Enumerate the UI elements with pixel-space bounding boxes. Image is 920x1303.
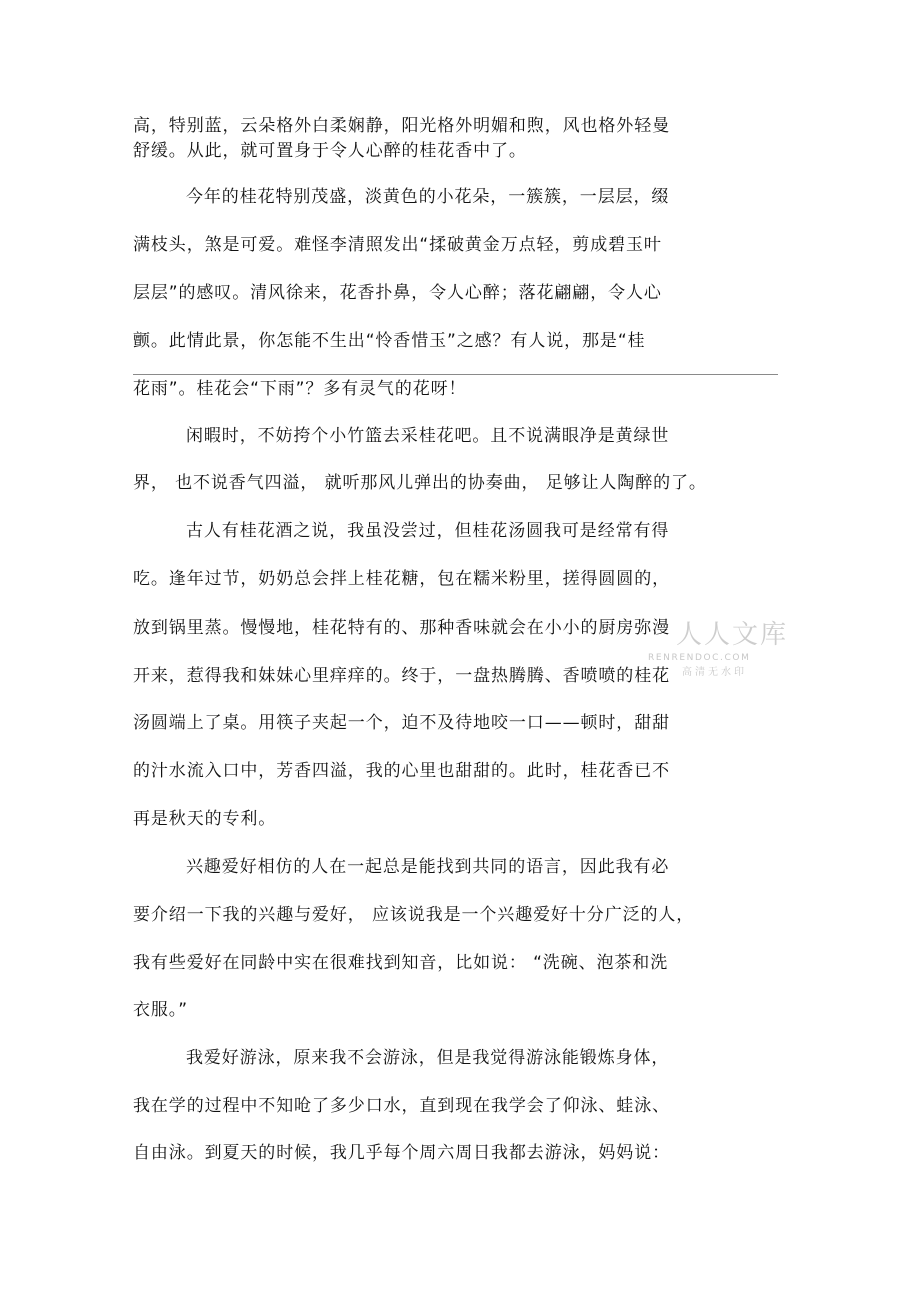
- text-line: 衣服。”: [133, 1000, 188, 1020]
- paragraph-first-line: 今年的桂花特别茂盛，淡黄色的小花朵，一簇簇，一层层，缀: [186, 187, 670, 207]
- text-line: 层层”的感叹。清风徐来，花香扑鼻，令人心醉；落花翩翩，令人心: [133, 283, 662, 303]
- text-line: 花雨”。桂花会“下雨”？多有灵气的花呀！: [133, 379, 467, 399]
- text-line: 要介绍一下我的兴趣与爱好， 应该说我是一个兴趣爱好十分广泛的人，: [133, 905, 695, 925]
- paragraph-first-line: 古人有桂花酒之说，我虽没尝过，但桂花汤圆我可是经常有得: [186, 521, 670, 541]
- text-line: 的汁水流入口中，芳香四溢，我的心里也甜甜的。此时，桂花香已不: [133, 761, 670, 781]
- text-line: 高，特别蓝，云朵格外白柔娴静，阳光格外明媚和煦，风也格外轻曼: [133, 116, 670, 136]
- paragraph-first-line: 兴趣爱好相仿的人在一起总是能找到共同的语言，因此我有必: [186, 857, 670, 877]
- text-line: 我在学的过程中不知呛了多少口水，直到现在我学会了仰泳、蛙泳、: [133, 1096, 670, 1116]
- watermark-url: RENRENDOC.COM: [648, 653, 751, 663]
- text-line: 我有些爱好在同龄中实在很难找到知音，比如说： “洗碗、泡茶和洗: [133, 953, 669, 973]
- text-line: 放到锅里蒸。慢慢地，桂花特有的、那种香味就会在小小的厨房弥漫: [133, 618, 670, 638]
- text-line: 再是秋天的专利。: [133, 809, 277, 829]
- paragraph-first-line: 我爱好游泳，原来我不会游泳，但是我觉得游泳能锻炼身体，: [186, 1048, 670, 1068]
- text-line: 自由泳。到夏天的时候，我几乎每个周六周日我都去游泳，妈妈说：: [133, 1143, 670, 1163]
- horizontal-divider: [133, 374, 778, 375]
- text-line: 吃。逢年过节，奶奶总会拌上桂花糖，包在糯米粉里，搓得圆圆的，: [133, 569, 670, 589]
- watermark-title: 人人文库: [676, 620, 789, 650]
- watermark-subtitle: 高清无水印: [682, 667, 747, 678]
- text-line: 颤。此情此景，你怎能不生出“怜香惜玉”之感？有人说，那是“桂: [133, 331, 646, 351]
- text-line: 界， 也不说香气四溢， 就听那风儿弹出的协奏曲， 足够让人陶醉的了。: [133, 473, 707, 493]
- watermark-logo: [648, 620, 789, 684]
- text-line: 开来，惹得我和妹妹心里痒痒的。终于，一盘热腾腾、香喷喷的桂花: [133, 666, 670, 686]
- text-line: 满枝头，煞是可爱。难怪李清照发出“揉破黄金万点轻，剪成碧玉叶: [133, 235, 662, 255]
- text-line: 汤圆端上了桌。用筷子夹起一个，迫不及待地咬一口——顿时，甜甜: [133, 713, 670, 733]
- text-line: 舒缓。从此，就可置身于令人心醉的桂花香中了。: [133, 141, 527, 161]
- paragraph-first-line: 闲暇时，不妨挎个小竹篮去采桂花吧。且不说满眼净是黄绿世: [186, 426, 670, 446]
